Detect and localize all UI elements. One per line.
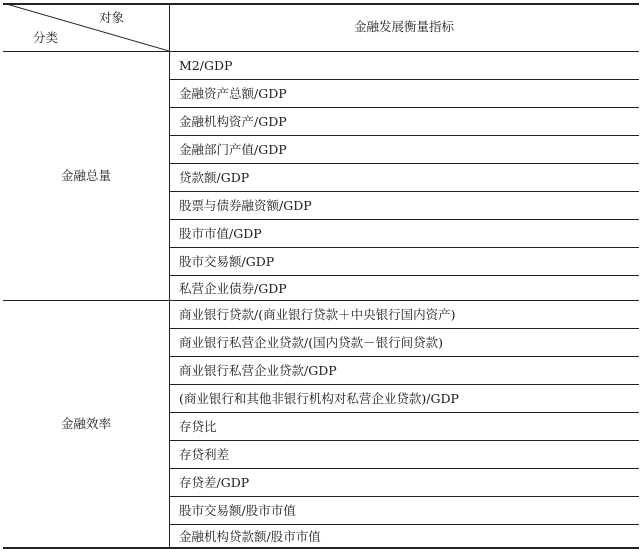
table-row: 金融部门产值/GDP bbox=[179, 142, 287, 157]
table-row: 存贷利差 bbox=[179, 447, 230, 462]
table-row: 私营企业债券/GDP bbox=[179, 281, 287, 296]
row-divider bbox=[169, 219, 639, 220]
diagonal-header-line bbox=[3, 3, 169, 51]
corner-label-object: 对象 bbox=[99, 10, 125, 25]
table-row: 金融资产总额/GDP bbox=[179, 86, 287, 101]
table-row: 股票与债券融资额/GDP bbox=[179, 198, 312, 213]
row-divider bbox=[169, 79, 639, 80]
row-divider bbox=[169, 412, 639, 413]
corner-label-category: 分类 bbox=[33, 30, 59, 45]
indicator-table bbox=[3, 3, 639, 549]
row-divider bbox=[169, 135, 639, 136]
row-divider bbox=[169, 275, 639, 276]
table-row: 商业银行贷款/(商业银行贷款＋中央银行国内资产) bbox=[179, 307, 456, 322]
row-divider bbox=[169, 163, 639, 164]
table-row: 股市交易额/股市市值 bbox=[179, 503, 296, 518]
table-row: 金融机构贷款额/股市市值 bbox=[179, 529, 321, 544]
row-divider bbox=[169, 468, 639, 469]
category-financial-total: 金融总量 bbox=[60, 167, 111, 183]
category-financial-efficiency: 金融效率 bbox=[60, 415, 111, 431]
table-bottom-border bbox=[3, 547, 639, 549]
table-row: 股市交易额/GDP bbox=[179, 254, 275, 269]
row-divider bbox=[169, 328, 639, 329]
row-divider bbox=[169, 524, 639, 525]
table-row: 商业银行私营企业贷款/(国内贷款－银行间贷款) bbox=[179, 335, 443, 350]
row-divider bbox=[169, 496, 639, 497]
table-row: 股市市值/GDP bbox=[179, 226, 262, 241]
row-divider bbox=[169, 440, 639, 441]
table-row: (商业银行和其他非银行机构对私营企业贷款)/GDP bbox=[179, 391, 459, 406]
table-row: M2/GDP bbox=[179, 58, 233, 73]
row-divider bbox=[169, 191, 639, 192]
table-row: 贷款额/GDP bbox=[179, 170, 250, 185]
column-header-title: 金融发展衡量指标 bbox=[353, 19, 454, 34]
table-row: 存贷比 bbox=[179, 419, 217, 434]
row-divider bbox=[169, 247, 639, 248]
row-divider bbox=[169, 384, 639, 385]
table-row: 商业银行私营企业贷款/GDP bbox=[179, 363, 337, 378]
row-divider bbox=[169, 356, 639, 357]
row-divider bbox=[169, 107, 639, 108]
table-row: 存贷差/GDP bbox=[179, 475, 250, 490]
table-row: 金融机构资产/GDP bbox=[179, 114, 287, 129]
